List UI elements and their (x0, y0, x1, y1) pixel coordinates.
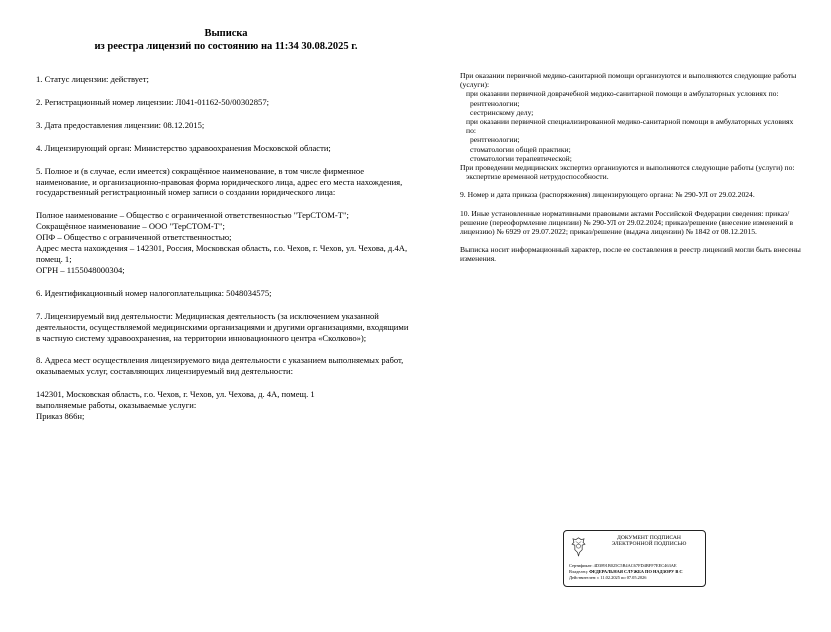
ogrn: ОГРН – 1155048000304; (36, 264, 125, 275)
licensing-authority: 4. Лицензирующий орган: Министерство здравоохранения Московской области; (36, 142, 331, 153)
disclaimer-note: Выписка носит информационный характер, после ее составления в реестр лицензий могли быть внесены изменения. (460, 245, 801, 264)
stamp-owner (569, 569, 706, 574)
work-item: экспертизе временной нетрудоспособности. (466, 172, 609, 182)
stamp-owner-label: Владелец: (569, 569, 588, 574)
legal-form: ОПФ – Общество с ограниченной ответственностью; (36, 232, 232, 243)
registration-number: 2. Регистрационный номер лицензии: Л041-01162-50/00302857; (36, 96, 270, 107)
stamp-validity: Действителен: с 11.02.2025 по 07.05.2026 (569, 575, 647, 580)
expertise-intro: При проведении медицинских экспертиз организуются и выполняются следующие работы (услуги) по: (460, 163, 795, 173)
works-intro: При оказании первичной медико-санитарной помощи организуются и выполняются следующие работы (услуги): (460, 71, 797, 90)
entity-address: Адрес места нахождения – 142301, Россия, Московская область, г.о. Чехов, г. Чехов, ул. Чехова, д.4А, помещ. 1; (36, 243, 408, 264)
document-header (36, 27, 416, 53)
primary-specialized-care: при оказании первичной специализированной медико-санитарной помощи в амбулаторных условиях по: (466, 117, 794, 136)
e-signature-stamp (563, 530, 706, 587)
activity-addresses-heading: 8. Адреса мест осуществления лицензируемого вида деятельности с указанием выполняемых работ, оказываемых услуг, составляющих лицензируемый вид деятельности: (36, 355, 404, 377)
document-subtitle: из реестра лицензий по состоянию на 11:34 30.08.2025 г. (94, 41, 358, 52)
works-label: выполняемые работы, оказываемые услуги: (36, 400, 197, 411)
primary-prehospital-care: при оказании первичной доврачебной медико-санитарной помощи в амбулаторных условиях по: (466, 89, 779, 99)
work-item: стоматологии общей практики; (470, 144, 571, 154)
other-info: 10. Иные установленные нормативными правовыми актами Российской Федерации сведения: приказ/решение (переоформление лицензии) № 290-УЛ от 29.02.2024; приказ/решение (внесение изменений в лицензию) № 6929 от 29.07.2022; приказ/решение (выдача лицензии) № 1842 от 08.12.2015. (460, 208, 794, 237)
entity-name-heading: 5. Полное и (в случае, если имеется) сокращённое наименование, в том числе фирменное наименование, и организационно-правовая форма юридического лица, адрес его места нахождения, государственный регистрационный номер записи о создании юридического лица: (36, 165, 403, 198)
stamp-title-line: ДОКУМЕНТ ПОДПИСАН (617, 535, 681, 541)
stamp-title-line: ЭЛЕКТРОННОЙ ПОДПИСЬЮ (611, 541, 687, 548)
document-title: Выписка (204, 28, 248, 39)
license-status: 1. Статус лицензии: действует; (36, 74, 149, 84)
work-item: рентгенологии; (470, 135, 520, 145)
activity-type: 7. Лицензируемый вид деятельности: Медицинская деятельность (за исключением указанной деятельности, осуществляемой медицинскими организациями и другими организациями, входящими в частную систему здравоохранения, на территории инновационного центра «Сколково»); (36, 310, 409, 343)
license-date: 3. Дата предоставления лицензии: 08.12.2015; (36, 119, 205, 130)
left-column (36, 74, 414, 422)
right-column (460, 71, 805, 264)
stamp-certificate: Сертификат: 4D3891B025C5B4AC67FD4BFF7EEC463AE (569, 563, 677, 568)
work-item: рентгенологии; (470, 98, 520, 108)
work-item: сестринскому делу; (470, 107, 534, 117)
order-ref: Приказ 866н; (36, 411, 85, 422)
short-name: Сокращённое наименование – ООО "ТерСТОМ-Т"; (36, 221, 225, 232)
work-item: стоматологии терапевтической; (470, 153, 572, 163)
full-name: Полное наименование – Общество с ограниченной ответственностью "ТерСТОМ-Т"; (36, 210, 349, 221)
inn: 6. Идентификационный номер налогоплательщика: 5048034575; (36, 287, 272, 298)
coat-of-arms-icon (569, 536, 588, 558)
order-number-date: 9. Номер и дата приказа (распоряжения) лицензирующего органа: № 290-УЛ от 29.02.2024. (460, 190, 755, 200)
activity-address: 142301, Московская область, г.о. Чехов, г. Чехов, ул. Чехова, д. 4А, помещ. 1 (36, 389, 315, 400)
stamp-title (594, 535, 704, 548)
stamp-owner-value: ФЕДЕРАЛЬНАЯ СЛУЖБА ПО НАДЗОРУ В С (589, 569, 683, 574)
